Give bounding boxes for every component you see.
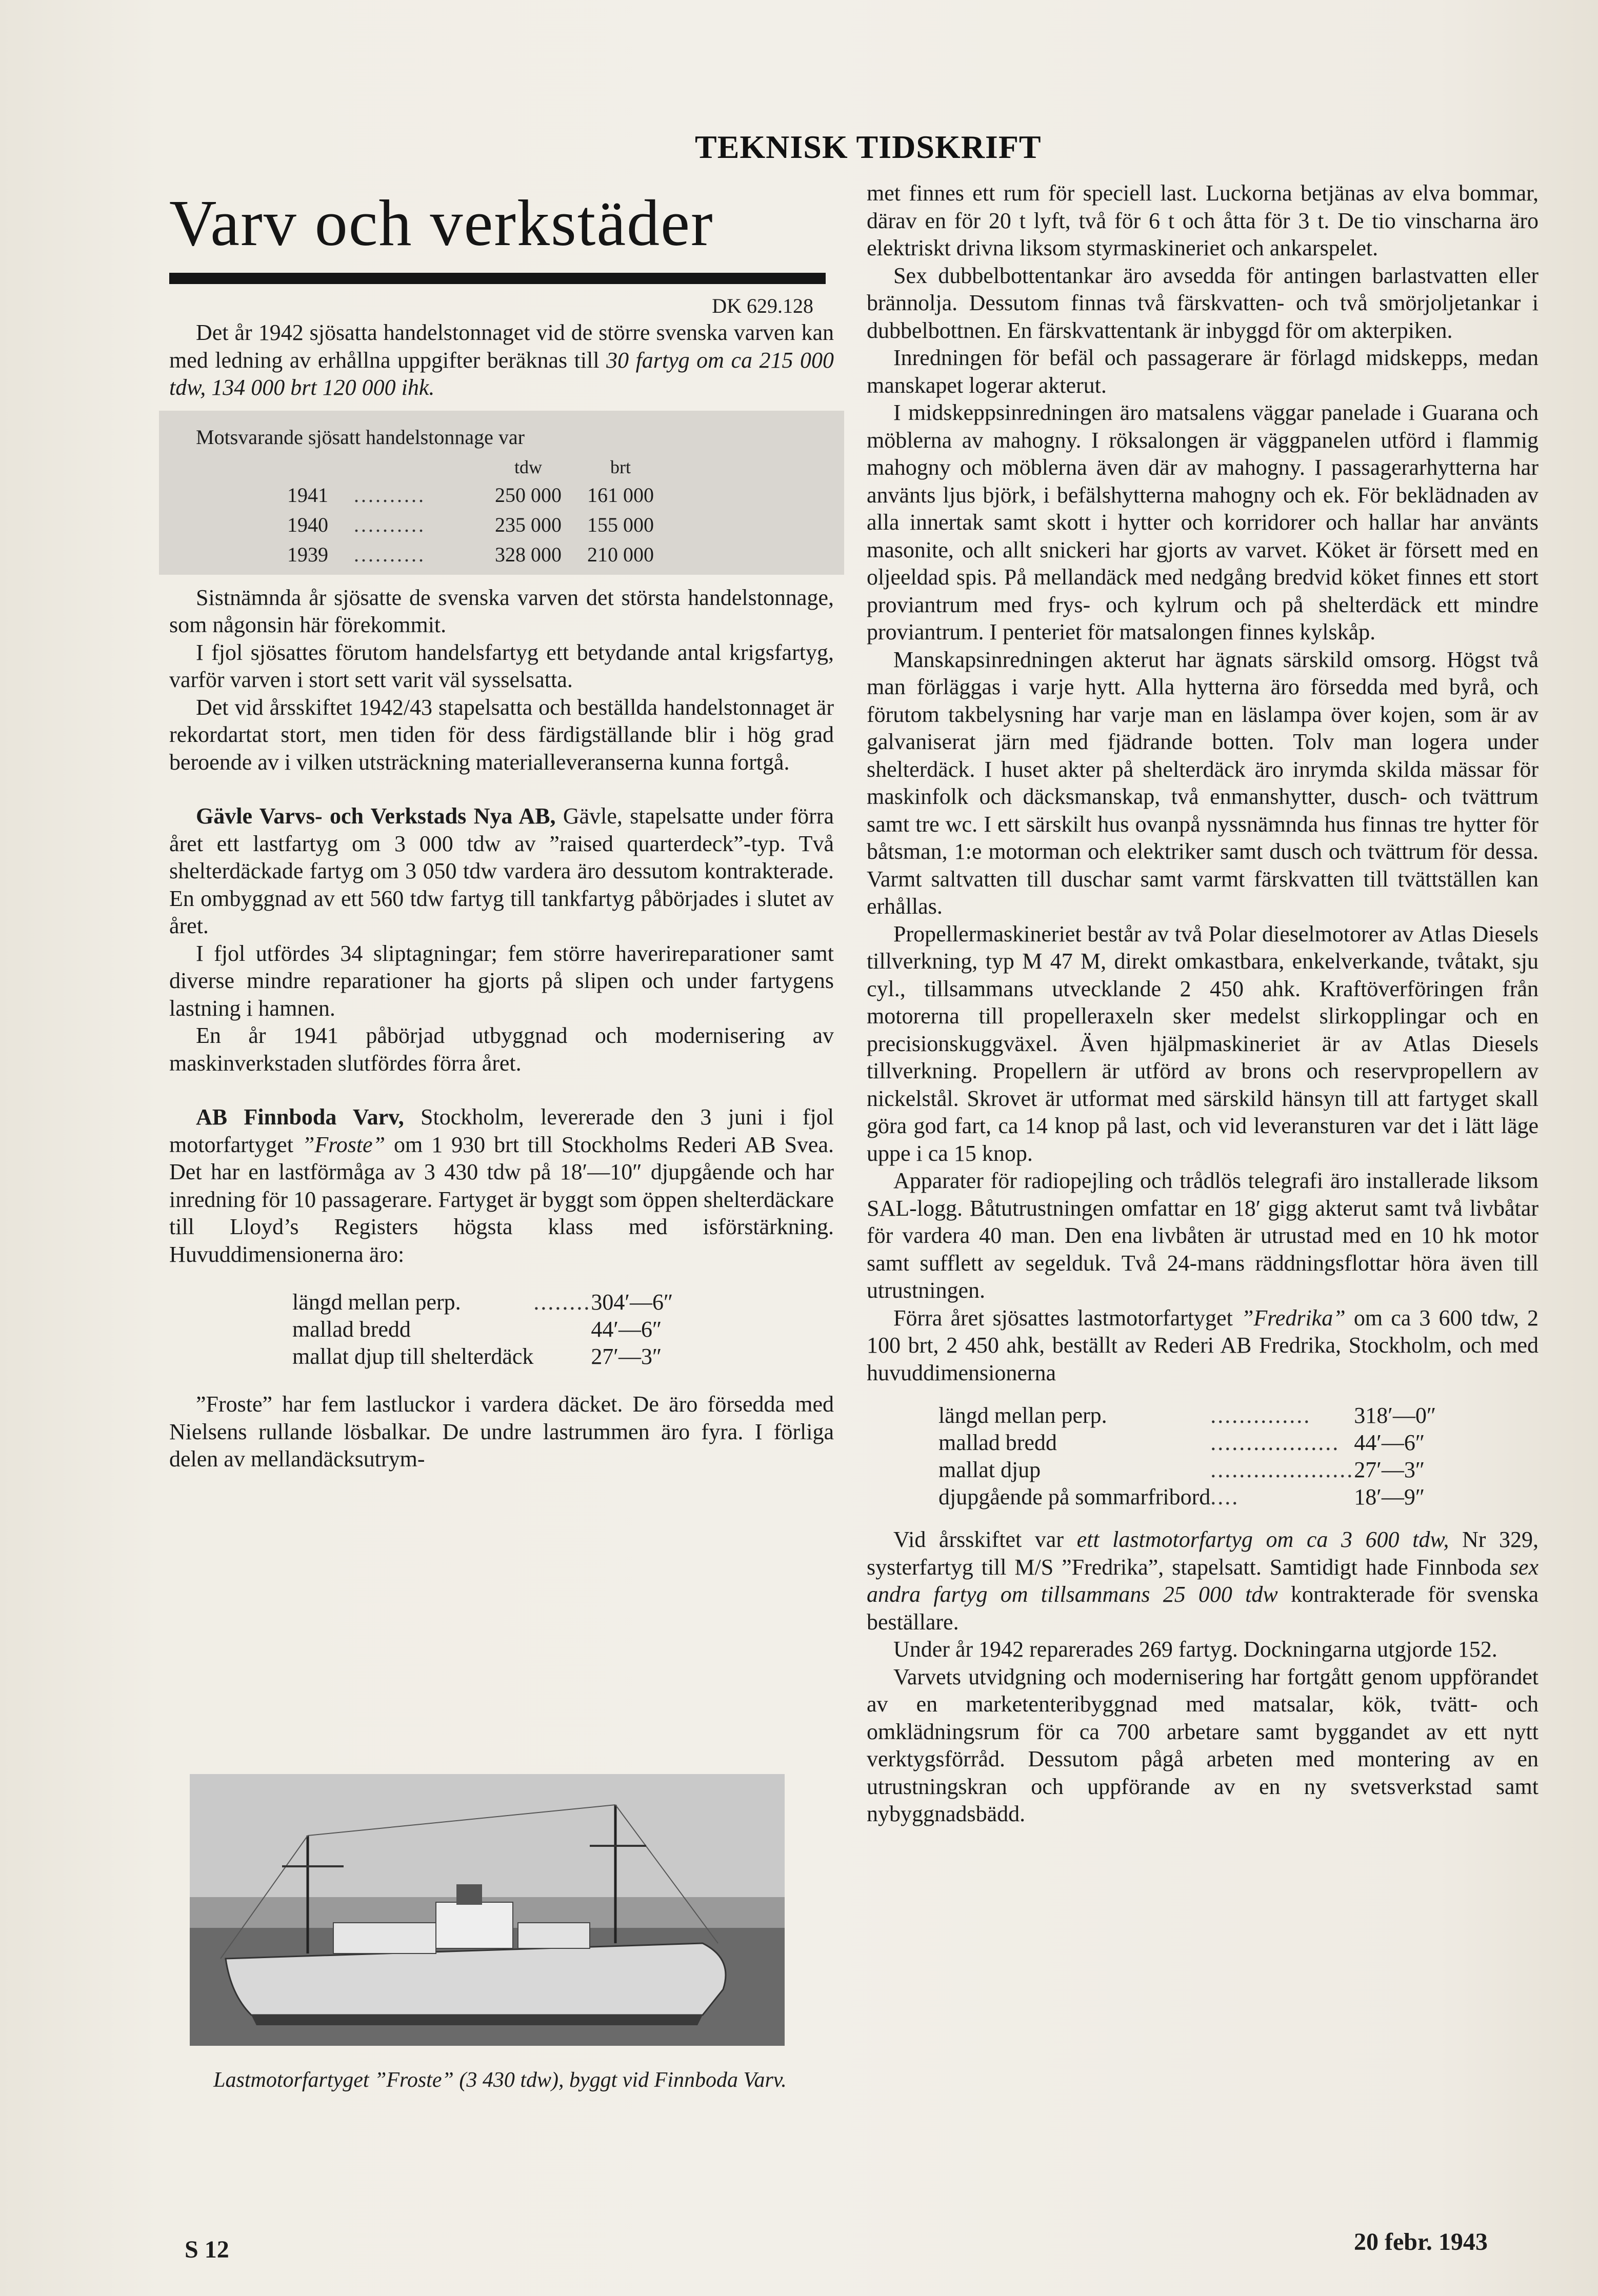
dim-label: längd mellan perp. [292, 1290, 461, 1315]
row-leader: .......... [354, 513, 426, 536]
intro-text: Det år 1942 sjösatta handelstonnaget vid de större svenska varven kan med ledning av erhållna uppgifter beräknas till [169, 320, 834, 373]
dimension-row [938, 1456, 1436, 1483]
yearend-text-2: Nr 329, systerfartyg till M/S ”Fredrika”, stapelsatt. Samtidigt hade Finnboda [867, 1527, 1539, 1580]
tonnage-table [287, 454, 667, 570]
tonnage-header-row [287, 454, 667, 480]
journal-masthead: TEKNISK TIDSKRIFT [695, 129, 1042, 165]
ship-name-froste: ”Froste” [302, 1132, 386, 1157]
body-paragraph: I fjol utfördes 34 sliptagningar; fem större haverireparationer samt diverse mindre reparationer ha gjorts på slipen och under fartygens lastning i hamnen. [169, 940, 834, 1021]
dim-value: 27′—3″ [1354, 1457, 1425, 1482]
body-paragraph: Sistnämnda år sjösatte de svenska varven det största handelstonnage, som någonsin här förekommit. [169, 585, 834, 637]
fredrika-text-2: om ca 3 600 tdw, 2 100 brt, 2 450 ahk, beställt av Rederi AB Fredrika, Stockholm, och med huvuddimensionerna [867, 1305, 1539, 1385]
dim-leader [533, 1316, 591, 1343]
row-year: 1941 [287, 483, 328, 507]
dim-leader: .................. [1210, 1430, 1340, 1455]
body-paragraph: I fjol sjösattes förutom handelsfartyg ett betydande antal krigsfartyg, varför varven i stort sett varit väl sysselsatta. [169, 639, 834, 692]
body-paragraph: met finnes ett rum för speciell last. Luckorna betjänas av elva bommar, därav en för 20 t lyft, två för 6 t och åtta för 3 t. De tio vinscharna äro elektriskt drivna liksom styrmaskineriet och ankarspelet. [867, 180, 1539, 260]
row-year: 1939 [287, 542, 328, 566]
dim-value: 318′—0″ [1354, 1403, 1436, 1428]
yearend-italic-2: sex andra fartyg om tillsammans 25 000 tdw [867, 1554, 1539, 1607]
row-leader: .......... [354, 483, 426, 507]
dim-value: 304′—6″ [591, 1290, 673, 1315]
body-paragraph: Sex dubbelbottentankar äro avsedda för antingen barlastvatten eller brännolja. Dessutom finnas två färskvatten- och två smörjoljetankar i dubbelbottnen. En färskvattentank är inbyggd för om akterpiken. [867, 263, 1539, 343]
dim-label: mallad bredd [292, 1317, 411, 1342]
fredrika-text: Förra året sjösattes lastmotorfartyget [893, 1305, 1241, 1331]
body-paragraph: Propellermaskineriet består av två Polar dieselmotorer av Atlas Diesels tillverkning, typ M 47 M, direkt omkastbara, enkelverkande, tvåtakt, sju cyl., tillsammans utvecklande 2 450 ahk. Kraftöverföringen från motorerna till propelleraxeln sker medelst slirkopplingar och en precisionskuggväxel. Även hjälpmaskineriet är av Atlas Diesels tillverkning. Propellern är utförd av brons och reservpropellern av nickelstål. Skrovet är utformat med särskild hänsyn till att fartyget skall göra god fart, ca 14 knop på last, och vid leveransturen var det i lätt läge uppe i ca 15 knop. [867, 921, 1539, 1166]
company-name-finnboda: AB Finnboda Varv, [196, 1104, 404, 1130]
gavle-text: Gävle, stapelsatte under förra året ett lastfartyg om 3 000 tdw av ”raised quarterdeck”-typ. Två shelterdäckade fartyg om 3 050 tdw vardera äro dessutom kontrakterade. En ombyggnad av ett 560 tdw fartyg till tankfartyg påbörjades i slutet av året. [169, 803, 834, 938]
tonnage-box [159, 411, 844, 575]
tonnage-caption: Motsvarande sjösatt handelstonnage var [196, 425, 525, 449]
body-paragraph: Under år 1942 reparerades 269 fartyg. Dockningarna utgjorde 152. [893, 1637, 1497, 1662]
right-column [867, 179, 1539, 1828]
yearend-italic-1: ett lastmotorfartyg om ca 3 600 tdw, [1076, 1527, 1449, 1552]
ship-photo-illustration [190, 1774, 785, 2046]
body-paragraph: Varvets utvidgning och modernisering har fortgått genom uppförandet av en marketenteribyggnad med matsalar, kök, tvätt- och omklädningsrum för ca 700 arbetare samt byggandet av ett nytt verktygsförråd. Dessutom pågå arbeten med montering av en utrustningskran och uppförande av en ny svetsverkstad samt nybyggnadsbädd. [867, 1664, 1539, 1826]
dim-value: 18′—9″ [1354, 1484, 1425, 1509]
dim-leader: .... [1210, 1484, 1240, 1509]
row-brt: 155 000 [587, 513, 654, 536]
dimension-row [292, 1316, 673, 1343]
dim-label: mallat djup [938, 1457, 1041, 1482]
yearend-paragraph [867, 1526, 1539, 1636]
dim-leader [533, 1343, 591, 1370]
row-brt: 161 000 [587, 483, 654, 507]
row-year: 1940 [287, 513, 328, 536]
row-tdw: 250 000 [495, 483, 562, 507]
yearend-text: Vid årsskiftet var [893, 1527, 1077, 1552]
dk-classification: DK 629.128 [712, 294, 813, 317]
froste-dimensions [292, 1288, 673, 1370]
dim-value: 44′—6″ [591, 1317, 662, 1342]
section-gap [169, 1077, 834, 1103]
dim-label: längd mellan perp. [938, 1403, 1107, 1428]
row-tdw: 328 000 [495, 542, 562, 566]
finnboda-paragraph [169, 1103, 834, 1268]
col-header-brt: brt [610, 456, 631, 477]
photo-caption: Lastmotorfartyget ”Froste” (3 430 tdw), byggt vid Finnboda Varv. [213, 2068, 787, 2092]
body-paragraph: I midskeppsinredningen äro matsalens väggar panelade i Guarana och möblerna av mahogny. I röksalongen är väggpanelen utförd i flammig mahogny och möblerna även där av mahogny. I passagerarhytterna har använts ljus björk, i befälshytterna mahogny och ek. För beklädnaden av alla innertak samt skott i hytter och korridorer och hallar har använts masonite, och allt snickeri har gjorts av varvet. Köket är försett med en oljeeldad spis. På mellandäck med nedgång bredvid köket finnes ett stort proviantrum med frys- och kylrum och på shelterdäck ett mindre proviantrum. I penteriet för matsalongen finnes kylskåp. [867, 400, 1539, 645]
issue-date: 20 febr. 1943 [1354, 2228, 1488, 2255]
body-paragraph: En år 1941 påbörjad utbyggnad och modernisering av maskinverkstaden slutfördes förra året. [169, 1023, 834, 1076]
finnboda-text-2: om 1 930 brt till Stockholms Rederi AB Svea. Det har en lastförmåga av 3 430 tdw på 18′—10″ djupgående och har inredning för 10 passagerare. Fartyget är byggt som öppen shelterdäckare till Lloyd’s Registers högsta klass med isförstärkning. Huvuddimensionerna äro: [169, 1132, 834, 1267]
body-paragraph: Inredningen för befäl och passagerare är förlagd midskepps, medan manskapet logerar akterut. [867, 345, 1539, 398]
dimension-row [292, 1343, 673, 1370]
body-paragraph: ”Froste” har fem lastluckor i vardera däcket. De äro försedda med Nielsens rullande lösbalkar. De undre lastrummen äro fyra. I förliga delen av mellandäcksutrym- [169, 1392, 834, 1472]
tonnage-row [287, 480, 667, 510]
dim-value: 27′—3″ [591, 1344, 662, 1369]
heading-rule [169, 273, 826, 284]
tonnage-row [287, 540, 667, 570]
gavle-paragraph [169, 802, 834, 940]
dimension-row [938, 1402, 1436, 1429]
dim-value: 44′—6″ [1354, 1430, 1425, 1455]
page-number: S 12 [185, 2236, 229, 2263]
body-paragraph: Apparater för radiopejling och trådlös telegrafi äro installerade liksom SAL-logg. Båtutrustningen omfattar en 18′ gigg akterut samt två livbåtar för vardera 40 man. Den ena livbåten är utrustad med en 10 hk motor samt sufflett av segelduk. Två 24-mans räddningsflottar höra även till utrustningen. [867, 1168, 1539, 1303]
ship-photo [190, 1774, 785, 2046]
dimension-row [938, 1429, 1436, 1456]
fredrika-dimensions [938, 1402, 1436, 1510]
section-gap [169, 776, 834, 802]
intro-figures: 30 fartyg om ca 215 000 tdw, 134 000 brt 120 000 ihk. [169, 347, 834, 400]
row-brt: 210 000 [587, 542, 654, 566]
article-heading: Varv och verkstäder [169, 187, 714, 259]
dimension-row [292, 1288, 673, 1316]
body-paragraph: Det vid årsskiftet 1942/43 stapelsatta och beställda handelstonnaget är rekordartat stort, men tiden för dess färdigställande blir i hög grad beroende av i vilken utsträckning materialleveranserna kunna fortgå. [169, 694, 834, 775]
dimension-row [938, 1483, 1436, 1510]
dim-leader: .............. [1210, 1403, 1311, 1428]
yearend-text-3: kontrakterade för svenska beställare. [867, 1582, 1539, 1635]
col-header-tdw: tdw [514, 456, 542, 477]
row-leader: .......... [354, 542, 426, 566]
body-paragraph: Manskapsinredningen akterut har ägnats särskild omsorg. Högst två man förläggas i varje hytt. Alla hytterna äro försedda med byrå, och förutom takbelysning har varje man en läslampa över kojen, som är av galvaniserat järn med fjädrande botten. Tolv man logera under shelterdäck. I huset akter på shelterdäck äro inrymda skilda mässar för maskinfolk och däcksmanskap, två enmanshytter, dusch- och tvättrum samt tre wc. I ett särskilt hus ovanpå nyssnämnda hus finnas tre hytter för båtsman, 1:e motorman och elektriker samt dusch och tvättrum för dessa. Varmt saltvatten till duschar samt varmt färskvatten till tvättställen kan erhållas. [867, 647, 1539, 919]
dim-label: djupgående på sommarfribord [938, 1484, 1211, 1509]
company-name-gavle: Gävle Varvs- och Verkstads Nya AB, [196, 803, 556, 829]
dim-label: mallat djup till shelterdäck [292, 1344, 534, 1369]
dim-leader: ........ [533, 1290, 591, 1315]
ship-name-fredrika: ”Fredrika” [1241, 1305, 1346, 1331]
tonnage-row [287, 510, 667, 540]
dim-label: mallad bredd [938, 1430, 1057, 1455]
finnboda-text: Stockholm, levererade den 3 juni i fjol motorfartyget [169, 1104, 834, 1157]
dim-leader: .................... [1210, 1457, 1354, 1482]
intro-paragraph [169, 319, 834, 401]
fredrika-paragraph [867, 1304, 1539, 1387]
left-column [169, 185, 834, 1473]
row-tdw: 235 000 [495, 513, 562, 536]
